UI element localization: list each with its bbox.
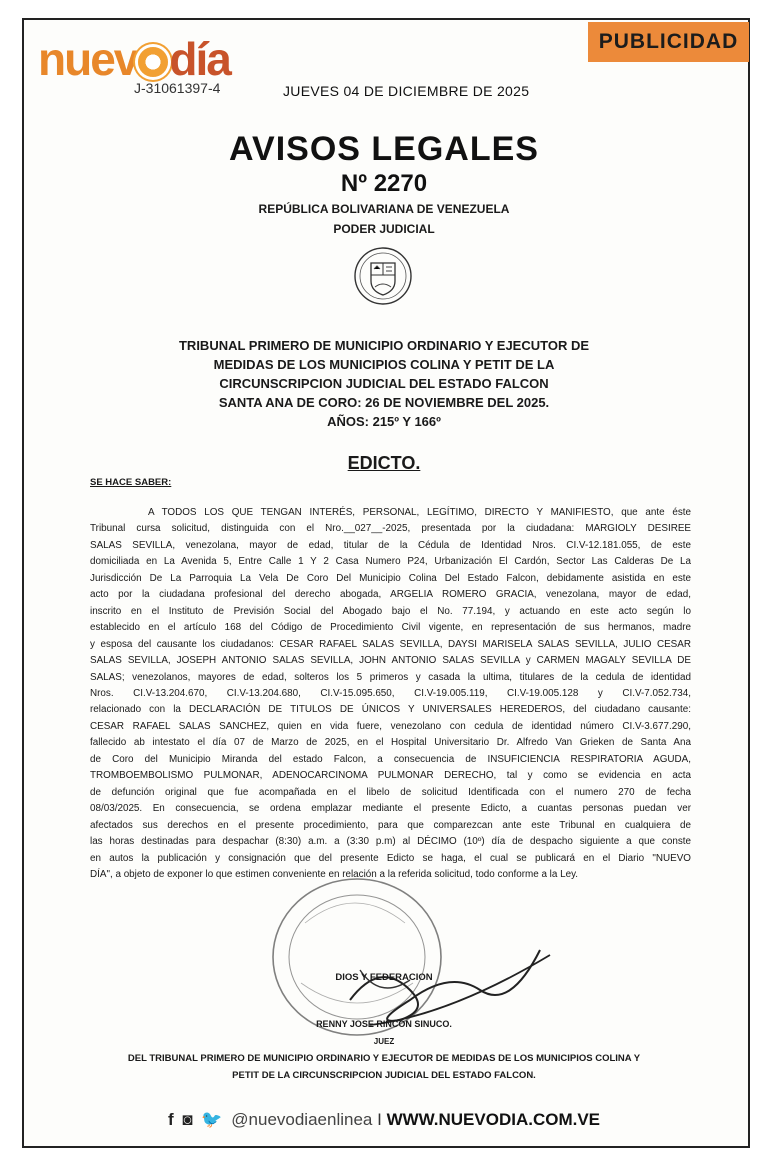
body-line: DÍA", a objeto de exponer lo que estimen conveniente en relación a la referida solicitud, todo conforme a la Ley. <box>90 868 579 880</box>
facebook-icon[interactable]: f <box>167 1110 174 1129</box>
edicto-heading: EDICTO. <box>347 453 421 473</box>
country-heading: REPÚBLICA BOLIVARIANA DE VENEZUELA <box>258 202 510 216</box>
court-date-line: SANTA ANA DE CORO: 26 DE NOVIEMBRE DEL 2025. <box>218 395 550 410</box>
footer-court-line: DEL TRIBUNAL PRIMERO DE MUNICIPIO ORDINARIO Y EJECUTOR DE MEDIDAS DE LOS MUNICIPIOS COLINA Y <box>127 1053 641 1064</box>
page-title: AVISOS LEGALES <box>229 130 539 168</box>
court-years-line: AÑOS: 215º Y 166º <box>327 414 441 429</box>
coat-of-arms-icon <box>353 245 413 307</box>
court-line: MEDIDAS DE LOS MUNICIPIOS COLINA Y PETIT DE LA <box>213 357 555 372</box>
body-line: SALAS SEVILLA, venezolana, mayor de edad, titular de la Cédula de Identidad Nros. CI.V-12.181.055, de este <box>90 539 691 551</box>
body-line: domiciliada en La Avenida 5, Entre Calle 1 Y 2 Casa Numero P24, Urbanización El Cardón, Sector Las Calderas De La <box>90 556 691 568</box>
body-line: A TODOS LOS QUE TENGAN INTERÉS, PERSONAL, LEGÍTIMO, DIRECTO Y MANIFIESTO, que ante éste <box>148 507 691 518</box>
judge-name: RENNY JOSE RINCON SINUCO. <box>316 1019 452 1029</box>
body-line: Tribunal cursa solicitud, distinguida con el Nro.__027__-2025, presentada por la ciudadana: MARGIOLY DESIREE <box>90 523 691 535</box>
body-line: acto por la ciudadana profesional del derecho abogada, ARGELIA ROMERO GRACIA, venezolana, mayor de edad, <box>90 589 691 601</box>
notice-number: Nº 2270 <box>340 170 428 197</box>
footer-separator: I <box>377 1110 382 1129</box>
branch-heading: PODER JUDICIAL <box>333 222 435 236</box>
body-line: inscrito en el Instituto de Previsión Social del Abogado bajo el No. 77.194, y actuando en este acto según lo <box>90 605 691 617</box>
court-heading <box>0 336 768 431</box>
signature-motto: DIOS Y FEDERACION <box>335 972 433 983</box>
body-line: establecido en el artículo 168 del Código de Procedimiento Civil vigente, en representación de sus hermanos, madre <box>90 622 691 634</box>
footer-court-line: PETIT DE LA CIRCUNSCRIPCION JUDICIAL DEL ESTADO FALCON. <box>232 1070 536 1081</box>
body-line: de Coro del Municipio Miranda del estado Falcon, a consecuencia de INSUFICIENCIA RESPIRATORIA AGUDA, <box>90 753 691 765</box>
website-link[interactable]: WWW.NUEVODIA.COM.VE <box>386 1110 601 1129</box>
body-line: SALAS SEVILLA, JOSEPH ANTONIO SALAS SEVILLA, JOHN ANTONIO SALAS SEVILLA y CARMEN MAGALY SEVILLA DE <box>90 655 691 667</box>
nuevodia-logo: nuev día <box>38 33 230 85</box>
body-line: SALAS; venezolanos, mayores de edad, solteros los 5 primeros y casada la ultima, titulares de la cedula de identidad <box>90 671 691 683</box>
body-line: Jurisdicción De La Parroquia La Vela De Coro Del Municipio Colina Del Estado Falcon, debidamente asistida en este <box>90 572 691 584</box>
hace-saber-label: SE HACE SABER: <box>90 477 172 488</box>
body-line: y esposa del causante los ciudadanos: CESAR RAFAEL SALAS SEVILLA, DAYSI MARISELA SALAS SEVILLA, JULIO CESAR <box>90 638 691 650</box>
body-line: de defunción original que fue acompañada en el libelo de solicitud Identificada con el numero 270 de fecha <box>90 786 691 798</box>
publication-date: JUEVES 04 DE DICIEMBRE DE 2025 <box>283 83 530 99</box>
body-line: relacionado con la DECLARACIÓN DE TITULOS DE ÚNICOS Y UNIVERSALES HEREDEROS, del ciudadano causante: <box>90 704 691 716</box>
edict-body <box>90 505 691 883</box>
body-line: afectados sus derechos en el presente procedimiento, para que comparezcan ante este Tribunal en cualquiera de <box>90 819 691 831</box>
publicidad-badge: PUBLICIDAD <box>588 22 749 62</box>
body-line: las horas destinadas para despachar (8:30) a.m. a (3:30 p.m) al DÉCIMO (10º) día de despacho siguiente a que conste <box>90 836 691 848</box>
court-line: CIRCUNSCRIPCION JUDICIAL DEL ESTADO FALCON <box>219 376 549 391</box>
judge-role: JUEZ <box>373 1037 395 1046</box>
instagram-icon[interactable]: ◙ <box>182 1110 193 1129</box>
body-line: fallecido ab intestato el día 07 de Marzo de 2025, en el Hospital Universitario Dr. Alfredo Van Grieken de Santa Ana <box>90 737 691 749</box>
rif-number: J-31061397-4 <box>134 80 221 96</box>
body-line: Nros. CI.V-13.204.670, CI.V-13.204.680, CI.V-15.095.650, CI.V-19.005.119, CI.V-19.005.128 y CI.V-7.052.734, <box>90 687 691 699</box>
social-handle[interactable]: @nuevodiaenlinea <box>231 1110 373 1129</box>
body-line: TROMBOEMBOLISMO PULMONAR, ADENOCARCINOMA PULMONAR DERECHO, tal y como se evidencia en acta <box>90 770 691 782</box>
twitter-icon[interactable]: 🐦 <box>201 1110 223 1129</box>
body-line: en autos la publicación y consignación que del presente Edicto se haga, el cual se publicará en el Diario "NUEVO <box>90 852 691 864</box>
body-line: CESAR RAFAEL SALAS SANCHEZ, quien en vida fuere, venezolano con cedula de identidad número CI.V-3.677.290, <box>90 720 691 732</box>
court-line: TRIBUNAL PRIMERO DE MUNICIPIO ORDINARIO Y EJECUTOR DE <box>178 338 590 353</box>
social-footer <box>0 1110 768 1130</box>
body-line: 08/03/2025. En consecuencia, se ordena emplazar mediante el presente Edicto, a cuantas personas puedan ver <box>90 803 691 815</box>
